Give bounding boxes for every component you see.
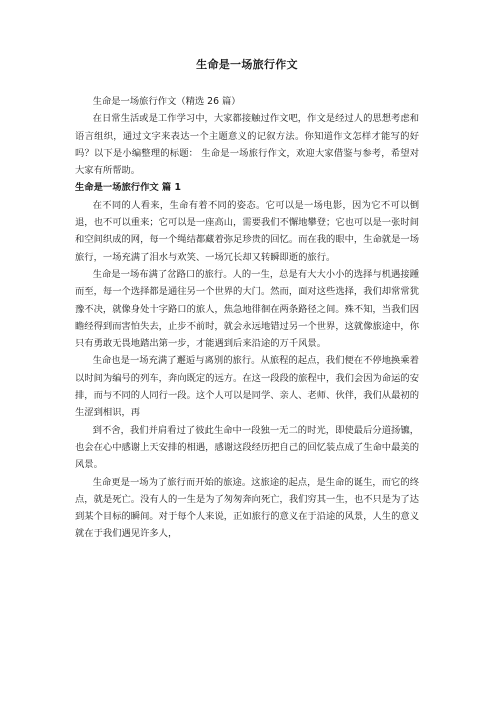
body-paragraph: 在不同的人看来，生命有着不同的姿态。它可以是一场电影，因为它不可以倒退，也不可以重来；它可以是一座高山，需要我们不懈地攀登；它也可以是一张时间和空间织成的网，每一个绳结都藏着弥足珍贵的回忆。而在我的眼中，生命就是一场旅行，一场充满了泪水与欢笑、一场冗长却又转瞬即逝的旅行。 [75, 199, 419, 263]
section-heading: 生命是一场旅行作文 篇 1 [75, 182, 181, 194]
document-page [75, 58, 419, 543]
body-paragraph: 生命也是一场充满了邂逅与离别的旅行。从旅程的起点，我们便在不停地换乘着以时间为编号的列车，奔向既定的远方。在这一段段的旅程中，我们会因为命运的安排，而与不同的人同行一段。这个人可以是同学、亲人、老师、伙伴，我们从最初的生涩到相识，再 [75, 355, 419, 419]
intro-subtitle: 生命是一场旅行作文（精选 26 篇） [92, 96, 241, 107]
intro-paragraph: 在日常生活或是工作学习中，大家都接触过作文吧，作文是经过人的思想考虑和语言组织，通过文字来表达一个主题意义的记叙方法。你知道作文怎样才能写的好吗？以下是小编整理的标题： 生命是一场旅行作文，欢迎大家借鉴与参考，希望对大家有所帮助。 [75, 113, 419, 177]
body-paragraph: 到不舍，我们并肩看过了彼此生命中一段独一无二的时光，即使最后分道扬镳，也会在心中感谢上天安排的相遇，感谢这段经历把自己的回忆装点成了生命中最美的风景。 [75, 424, 419, 471]
body-paragraph: 生命是一场布满了岔路口的旅行。人的一生，总是有大大小小的选择与机遇接踵而至，每一个选择都是通往另一个世界的大门。然而，面对这些选择，我们却常常犹豫不决，就像身处十字路口的旅人，焦急地徘徊在两条路径之间。殊不知，当我们因瞻经得到而害怕失去，止步不前时，就会永远地错过另一个世界，这就像旅途中，你只有勇敢无畏地踏出第一步，才能遇到后来沿途的万千风景。 [75, 268, 419, 350]
body-paragraph: 生命更是一场为了旅行而开始的旅途。这旅途的起点，是生命的诞生，而它的终点，就是死亡。没有人的一生是为了匆匆奔向死亡，我们穷其一生，也不只是为了达到某个目标的瞬间。对于每个人来说，正如旅行的意义在于沿途的风景，人生的意义就在于我们遇见许多人， [75, 476, 419, 540]
document-title: 生命是一场旅行作文 [196, 58, 298, 71]
